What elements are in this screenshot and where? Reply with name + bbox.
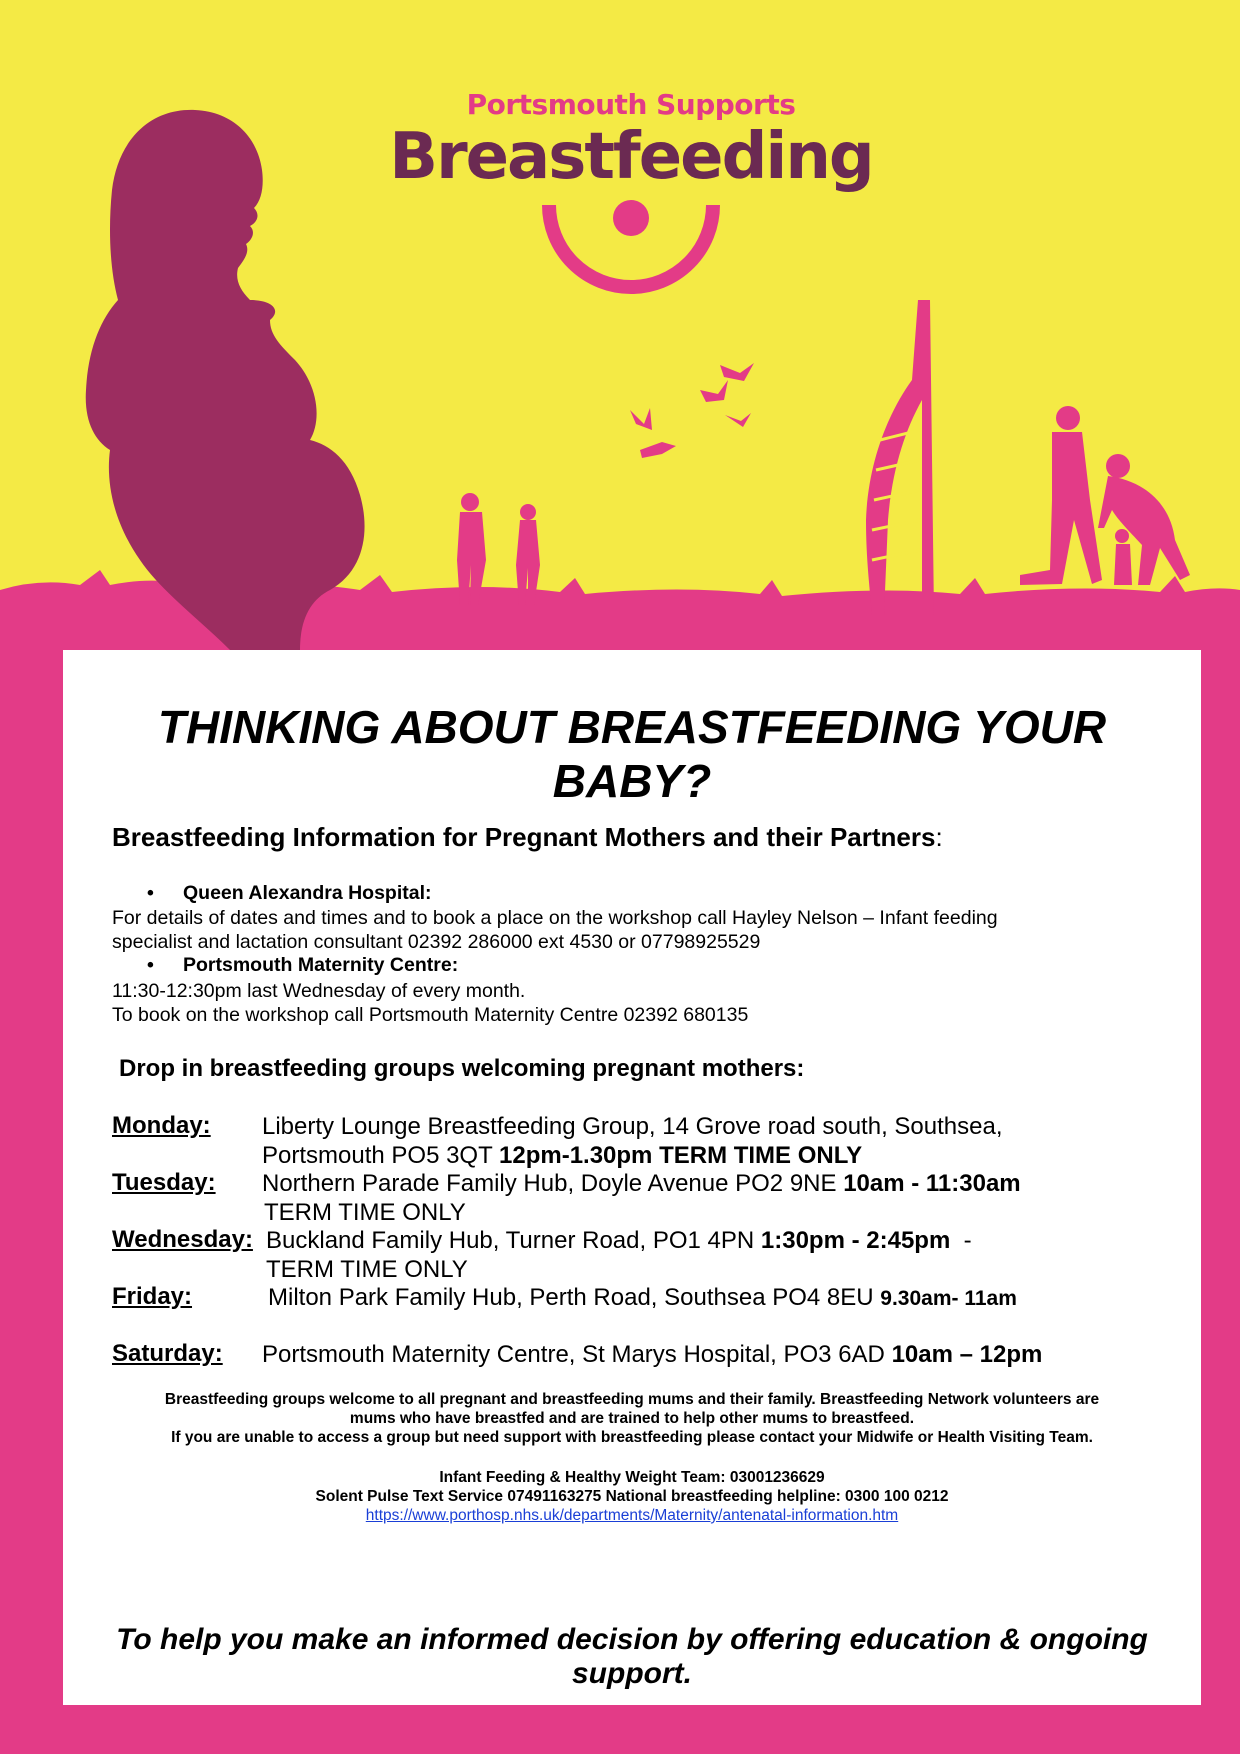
- contact-line: Solent Pulse Text Service 07491163275 National breastfeeding helpline: 0300 100 0212: [315, 1488, 949, 1505]
- venue-wednesday: [266, 1226, 972, 1284]
- day-tuesday: Tuesday:: [112, 1169, 216, 1196]
- venue-saturday: [262, 1340, 1042, 1369]
- venue-line: TERM TIME ONLY: [264, 1199, 466, 1226]
- venue-address: Milton Park Family Hub, Perth Road, Southsea PO4 8EU: [268, 1284, 881, 1311]
- venue-address: Portsmouth Maternity Centre, St Marys Hospital, PO3 6AD: [262, 1341, 892, 1368]
- list-item: [147, 882, 432, 905]
- venue-line: [262, 1141, 1002, 1170]
- note-line: If you are unable to access a group but need support with breastfeeding please contact your Midwife or Health Visiting Team.: [171, 1429, 1093, 1446]
- note-line: Breastfeeding groups welcome to all pregnant and breastfeeding mums and their family. Breastfeeding Network volunteers are: [164, 1391, 1100, 1408]
- content-panel: [63, 650, 1201, 1705]
- contact-info: [63, 1468, 1201, 1525]
- people-walking-silhouette: [1020, 406, 1190, 585]
- closing-statement: [63, 1623, 1201, 1691]
- title-line: BABY?: [552, 755, 712, 807]
- note-line: mums who have breastfed and are trained to help other mums to breastfeed.: [349, 1410, 915, 1427]
- venue-time: 1:30pm - 2:45pm: [760, 1227, 951, 1254]
- venue-time: 9.30am- 11am: [880, 1287, 1017, 1310]
- antenatal-info-link[interactable]: https://www.porthosp.nhs.uk/departments/Maternity/antenatal-information.htm: [365, 1507, 899, 1524]
- groups-note: [63, 1390, 1201, 1447]
- header-banner: [0, 0, 1240, 650]
- venue-friday: [268, 1283, 1017, 1313]
- qa-line: specialist and lactation consultant 02392 286000 ext 4530 or 07798925529: [112, 931, 761, 953]
- birds-silhouette: [630, 363, 754, 458]
- list-item: [147, 954, 458, 977]
- day-friday: Friday:: [112, 1283, 193, 1310]
- day-saturday: Saturday:: [112, 1340, 223, 1367]
- qa-details: [112, 906, 1112, 954]
- bullet-icon: •: [147, 954, 154, 976]
- pmc-line: 11:30-12:30pm last Wednesday of every month.: [112, 980, 526, 1002]
- pmc-line: To book on the workshop call Portsmouth Maternity Centre 02392 680135: [112, 1004, 749, 1026]
- day-monday: Monday:: [112, 1112, 211, 1139]
- venue-address: Buckland Family Hub, Turner Road, PO1 4PN: [266, 1227, 761, 1254]
- brand-subtitle: Portsmouth Supports: [466, 88, 796, 121]
- title-line: THINKING ABOUT BREASTFEEDING YOUR: [157, 701, 1107, 753]
- venue-time: 10am – 12pm: [891, 1341, 1043, 1368]
- venue-line: [262, 1169, 1021, 1198]
- venue-address: Northern Parade Family Hub, Doyle Avenue PO2 9NE: [262, 1170, 844, 1197]
- day-wednesday: Wednesday:: [112, 1226, 253, 1253]
- brand-title: Breastfeeding: [389, 120, 873, 194]
- closing-line: support.: [572, 1657, 692, 1690]
- subheading-colon: :: [935, 822, 943, 852]
- qa-heading: Queen Alexandra Hospital:: [183, 882, 432, 904]
- pmc-heading: Portsmouth Maternity Centre:: [183, 954, 459, 976]
- venue-time: 10am - 11:30am: [843, 1170, 1021, 1197]
- subheading-text: Breastfeeding Information for Pregnant Mothers and their Partners: [112, 822, 936, 852]
- drop-in-heading: Drop in breastfeeding groups welcoming pregnant mothers:: [119, 1055, 805, 1082]
- brand-logo-dot: [613, 200, 649, 236]
- info-subheading: [112, 822, 943, 853]
- spinnaker-tower-silhouette: [866, 300, 934, 615]
- venue-monday: [262, 1112, 1002, 1170]
- pmc-details: [112, 979, 1112, 1027]
- closing-line: To help you make an informed decision by offering education & ongoing: [116, 1623, 1148, 1656]
- venue-tuesday: [262, 1169, 1021, 1227]
- venue-time: 12pm-1.30pm TERM TIME ONLY: [499, 1142, 863, 1169]
- contact-line: Infant Feeding & Healthy Weight Team: 03001236629: [439, 1469, 825, 1486]
- venue-line: Liberty Lounge Breastfeeding Group, 14 Grove road south, Southsea,: [262, 1113, 1003, 1140]
- page-title: [63, 700, 1201, 808]
- venue-line: [266, 1226, 972, 1255]
- qa-line: For details of dates and times and to book a place on the workshop call Hayley Nelson – Infant feeding: [112, 907, 998, 929]
- bullet-icon: •: [147, 882, 154, 904]
- venue-address: Portsmouth PO5 3QT: [262, 1142, 499, 1169]
- venue-line: TERM TIME ONLY: [266, 1256, 468, 1283]
- venue-dash: -: [950, 1227, 972, 1254]
